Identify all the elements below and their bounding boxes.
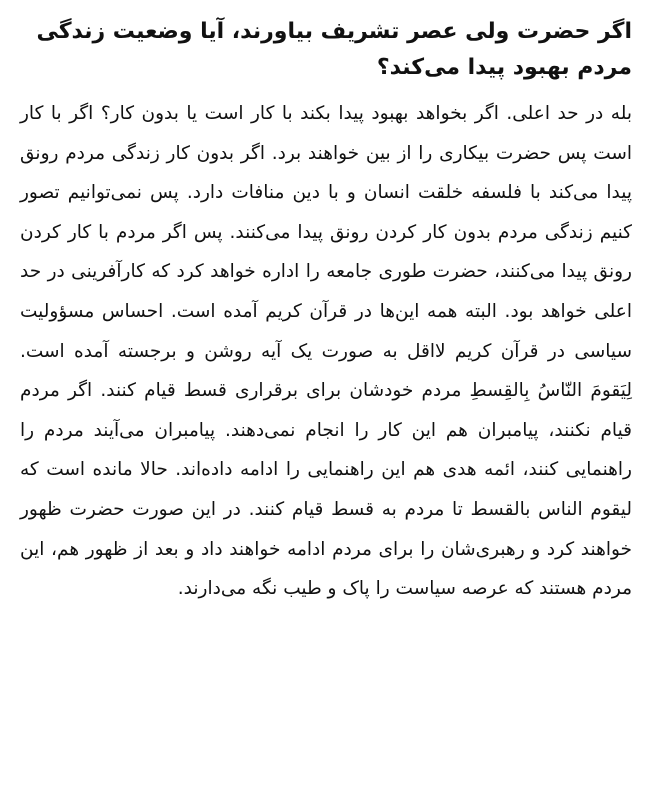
- question-heading: اگر حضرت ولی عصر تشریف بیاورند، آیا وضعیت زندگی مردم بهبود پیدا می‌کند؟: [36, 19, 632, 80]
- answer-paragraph: بله در حد اعلی. اگر بخواهد بهبود پیدا بکند با کار است یا بدون کار؟ اگر با کار است پس حضرت بیکاری را از بین خواهند برد. اگر بدون کار زندگی مردم رونق پیدا می‌کند با فلسفه خلقت انسان و با دین منافات دارد. پس نمی‌توانیم تصور کنیم زندگی مردم بدون کار کردن رونق پیدا می‌کنند. پس اگر مردم با کار کردن رونق پیدا می‌کنند، حضرت طوری جامعه را اداره خواهد کرد که کارآفرینی در حد اعلی خواهد بود. البته همه این‌ها در قرآن کریم آمده است. احساس مسؤولیت سیاسی در قرآن کریم لااقل به صورت یک آیه روشن و برجسته آمده است. لِیَقومَ النّاسُ بِالقِسطِ مردم خودشان برای برقراری قسط قیام کنند. اگر مردم قیام نکنند، پیامبران هم این کار را انجام نمی‌دهند. پیامبران می‌آیند مردم را راهنمایی کنند، ائمه هدی هم این راهنمایی را ادامه داده‌اند. حالا مانده است که لیقوم الناس بالقسط تا مردم به قسط قیام کنند. در این صورت حضرت ظهور خواهند کرد و رهبری‌شان را برای مردم ادامه خواهند داد و بعد از ظهور هم، این مردم هستند که عرصه سیاست را پاک و طیب نگه می‌دارند.: [20, 103, 632, 600]
